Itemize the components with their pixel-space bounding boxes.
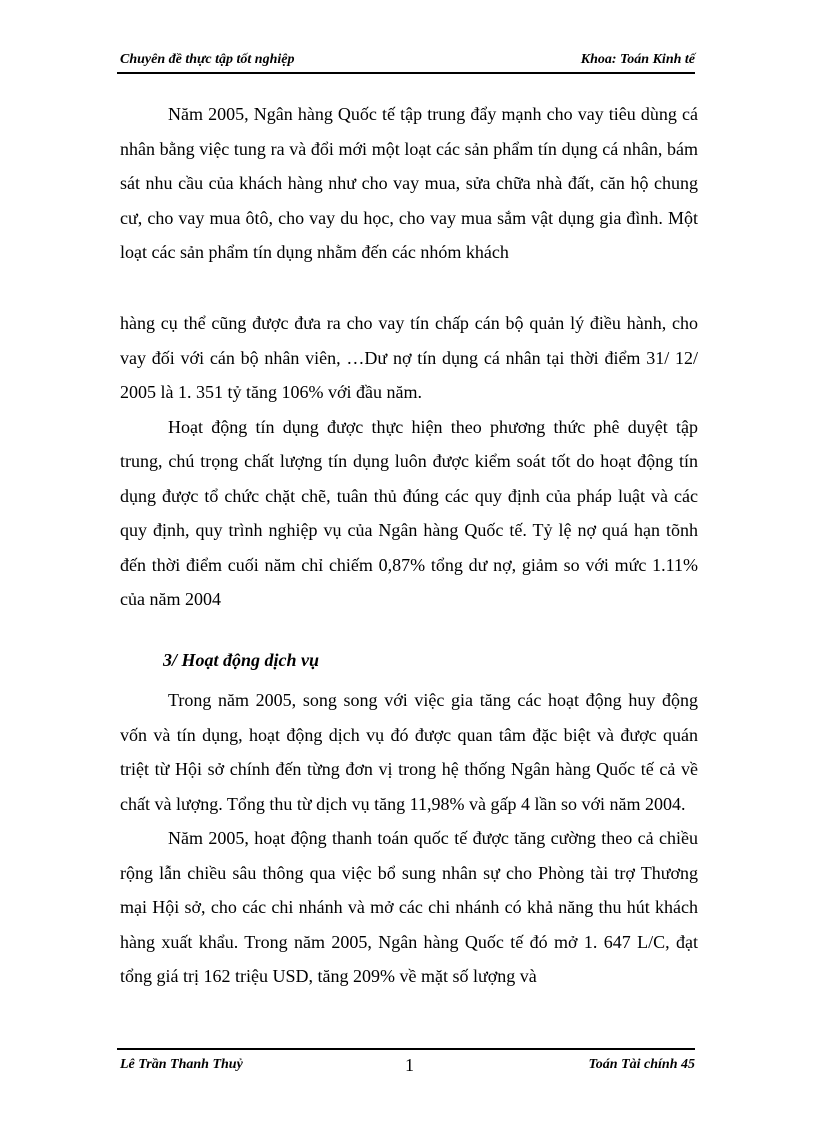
footer-divider <box>117 1048 695 1050</box>
footer-class: Toán Tài chính 45 <box>588 1057 695 1072</box>
paragraph-1-continued: hàng cụ thể cũng được đưa ra cho vay tín chấp cán bộ quản lý điều hành, cho vay đối với cán bộ nhân viên, …Dư nợ tín dụng cá nhân tại thời điểm 31/ 12/ 2005 là 1. 351 tỷ tăng 106% với đầu năm. <box>120 313 698 402</box>
header-document-title: Chuyên đề thực tập tốt nghiệp <box>120 52 295 67</box>
text-block-2 <box>120 306 698 617</box>
page-footer <box>117 1055 695 1077</box>
page-number: 1 <box>405 1055 414 1075</box>
page-header <box>117 52 695 72</box>
paragraph-1: Năm 2005, Ngân hàng Quốc tế tập trung đẩy mạnh cho vay tiêu dùng cá nhân bằng việc tung ra và đổi mới một loạt các sản phẩm tín dụng cá nhân, bám sát nhu cầu của khách hàng như cho vay mua, sửa chữa nhà đất, căn hộ chung cư, cho vay mua ôtô, cho vay du học, cho vay mua sắm vật dụng gia đình. Một loạt các sản phẩm tín dụng nhằm đến các nhóm khách <box>120 104 698 262</box>
text-block-1 <box>120 97 698 270</box>
paragraph-4: Năm 2005, hoạt động thanh toán quốc tế được tăng cường theo cả chiều rộng lẫn chiều sâu thông qua việc bổ sung nhân sự cho Phòng tài trợ Thương mại Hội sở, cho các chi nhánh và mở các chi nhánh có khả năng thu hút khách hàng xuất khẩu. Trong năm 2005, Ngân hàng Quốc tế đó mở 1. 647 L/C, đạt tổng giá trị 162 triệu USD, tăng 209% về mặt số lượng và <box>120 828 698 986</box>
paragraph-3: Trong năm 2005, song song với việc gia tăng các hoạt động huy động vốn và tín dụng, hoạt động dịch vụ đó được quan tâm đặc biệt và được quán triệt từ Hội sở chính đến từng đơn vị trong hệ thống Ngân hàng Quốc tế cả về chất và lượng. Tổng thu từ dịch vụ tăng 11,98% và gấp 4 lần so với năm 2004. <box>120 690 698 814</box>
section-heading: 3/ Hoạt động dịch vụ <box>163 650 320 670</box>
text-block-3 <box>120 683 698 994</box>
footer-author: Lê Trần Thanh Thuỷ <box>120 1057 243 1072</box>
header-divider <box>117 72 695 74</box>
paragraph-2: Hoạt động tín dụng được thực hiện theo phương thức phê duyệt tập trung, chú trọng chất lượng tín dụng luôn được kiểm soát tốt do hoạt động tín dụng được tổ chức chặt chẽ, tuân thủ đúng các quy định của pháp luật và các quy định, quy trình nghiệp vụ của Ngân hàng Quốc tế. Tỷ lệ nợ quá hạn tõnh đến thời điểm cuối năm chỉ chiếm 0,87% tổng dư nợ, giảm so với mức 1.11% của năm 2004 <box>120 416 698 609</box>
header-faculty: Khoa: Toán Kinh tế <box>580 52 695 67</box>
